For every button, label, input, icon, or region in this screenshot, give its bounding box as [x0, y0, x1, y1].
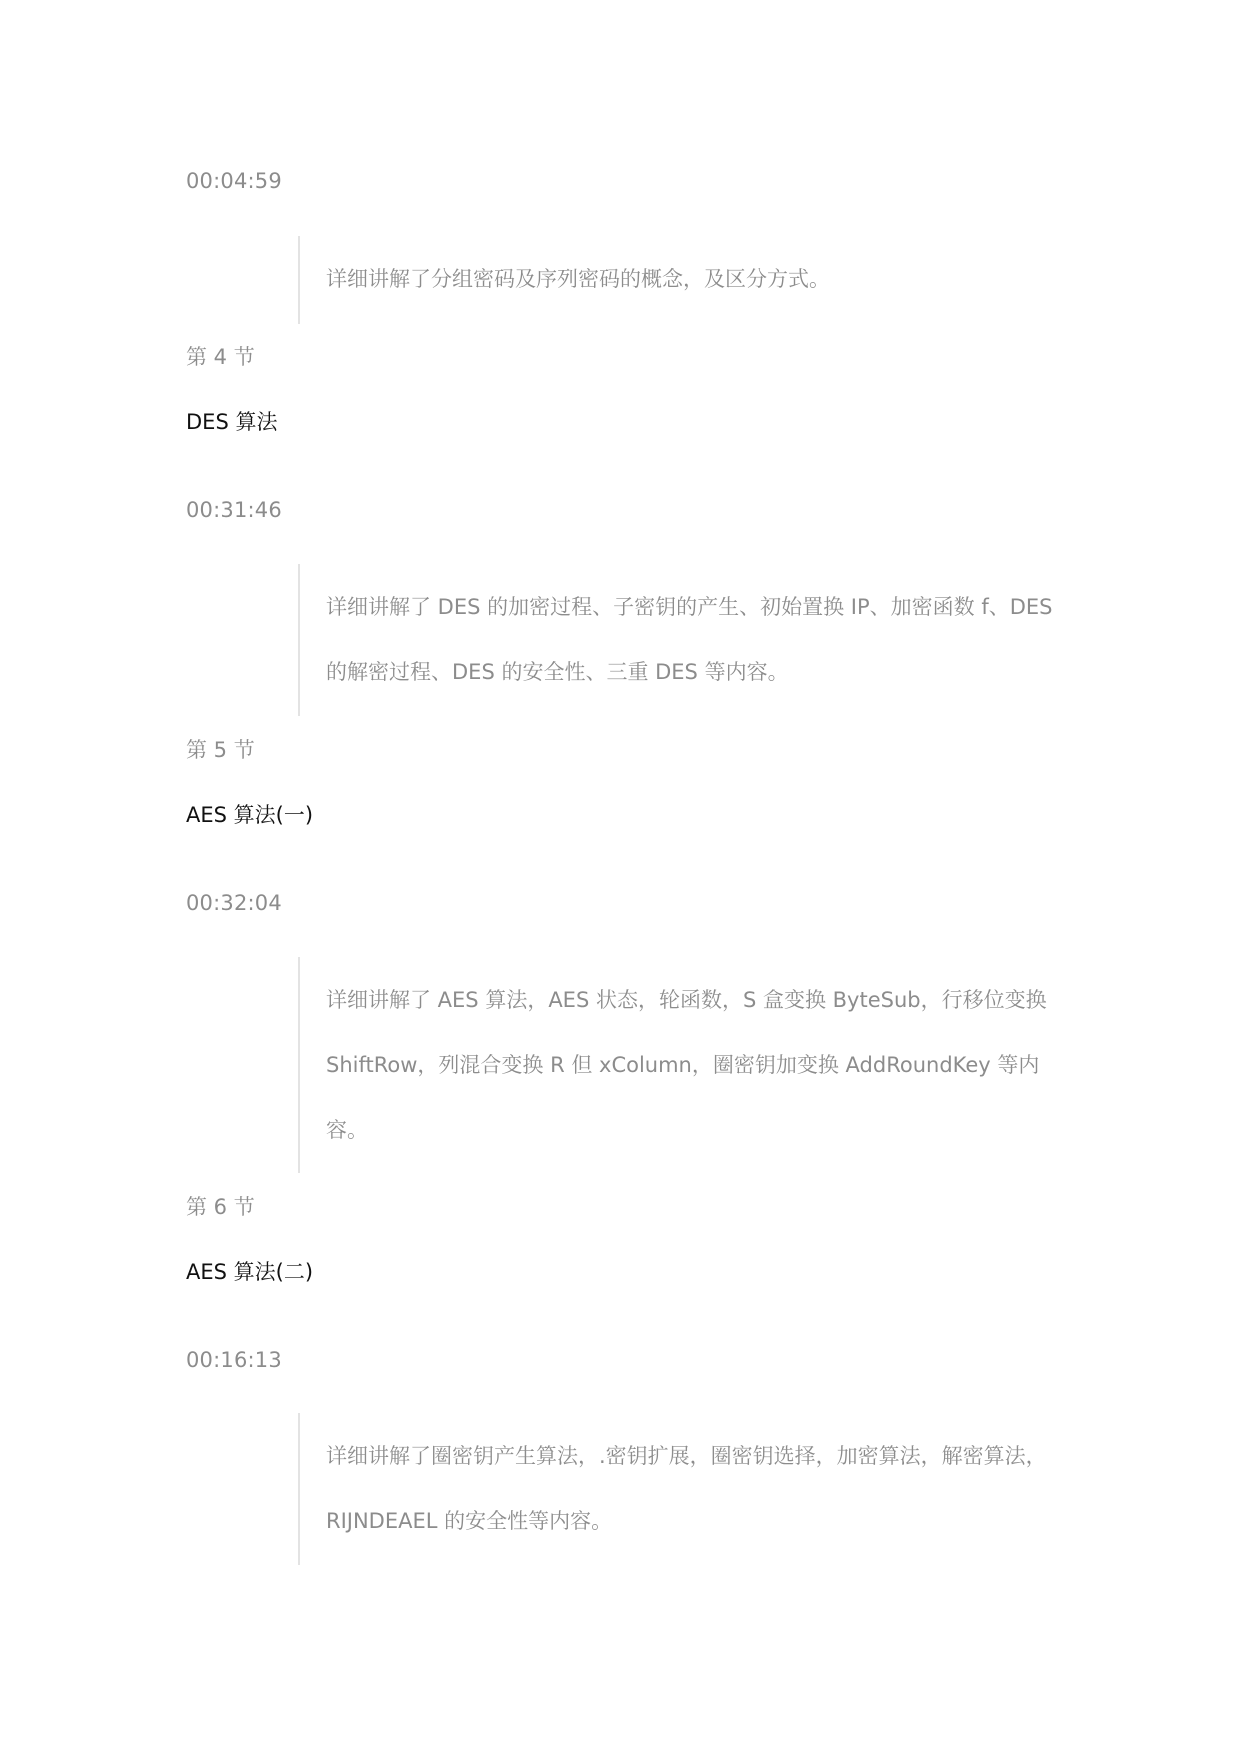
- lesson-duration: 00:32:04: [186, 891, 282, 915]
- section-number: 第 6 节: [186, 1195, 255, 1219]
- section-title: DES 算法: [186, 410, 278, 434]
- lesson-description-block: [298, 1413, 1058, 1565]
- lesson-duration: 00:16:13: [186, 1348, 282, 1372]
- section-number: 第 5 节: [186, 738, 255, 762]
- lesson-description-block: [298, 236, 1058, 324]
- lesson-duration: 00:31:46: [186, 498, 282, 522]
- section-number: 第 4 节: [186, 345, 255, 369]
- lesson-description-block: [298, 564, 1058, 716]
- lesson-description: 详细讲解了分组密码及序列密码的概念，及区分方式。: [326, 267, 830, 291]
- lesson-description: 详细讲解了 AES 算法，AES 状态，轮函数，S 盒变换 ByteSub，行移位变换 ShiftRow，列混合变换 R 但 xColumn，圈密钥加变换 AddRoundKey 等内容。: [326, 988, 1047, 1142]
- section-title: AES 算法(一): [186, 803, 314, 827]
- lesson-description-block: [298, 957, 1058, 1173]
- lesson-description: 详细讲解了 DES 的加密过程、子密钥的产生、初始置换 IP、加密函数 f、DES 的解密过程、DES 的安全性、三重 DES 等内容。: [326, 595, 1053, 684]
- lesson-duration: 00:04:59: [186, 169, 282, 193]
- lesson-description: 详细讲解了圈密钥产生算法，.密钥扩展，圈密钥选择，加密算法，解密算法，RIJNDEAEL 的安全性等内容。: [326, 1444, 1047, 1533]
- section-title: AES 算法(二): [186, 1260, 314, 1284]
